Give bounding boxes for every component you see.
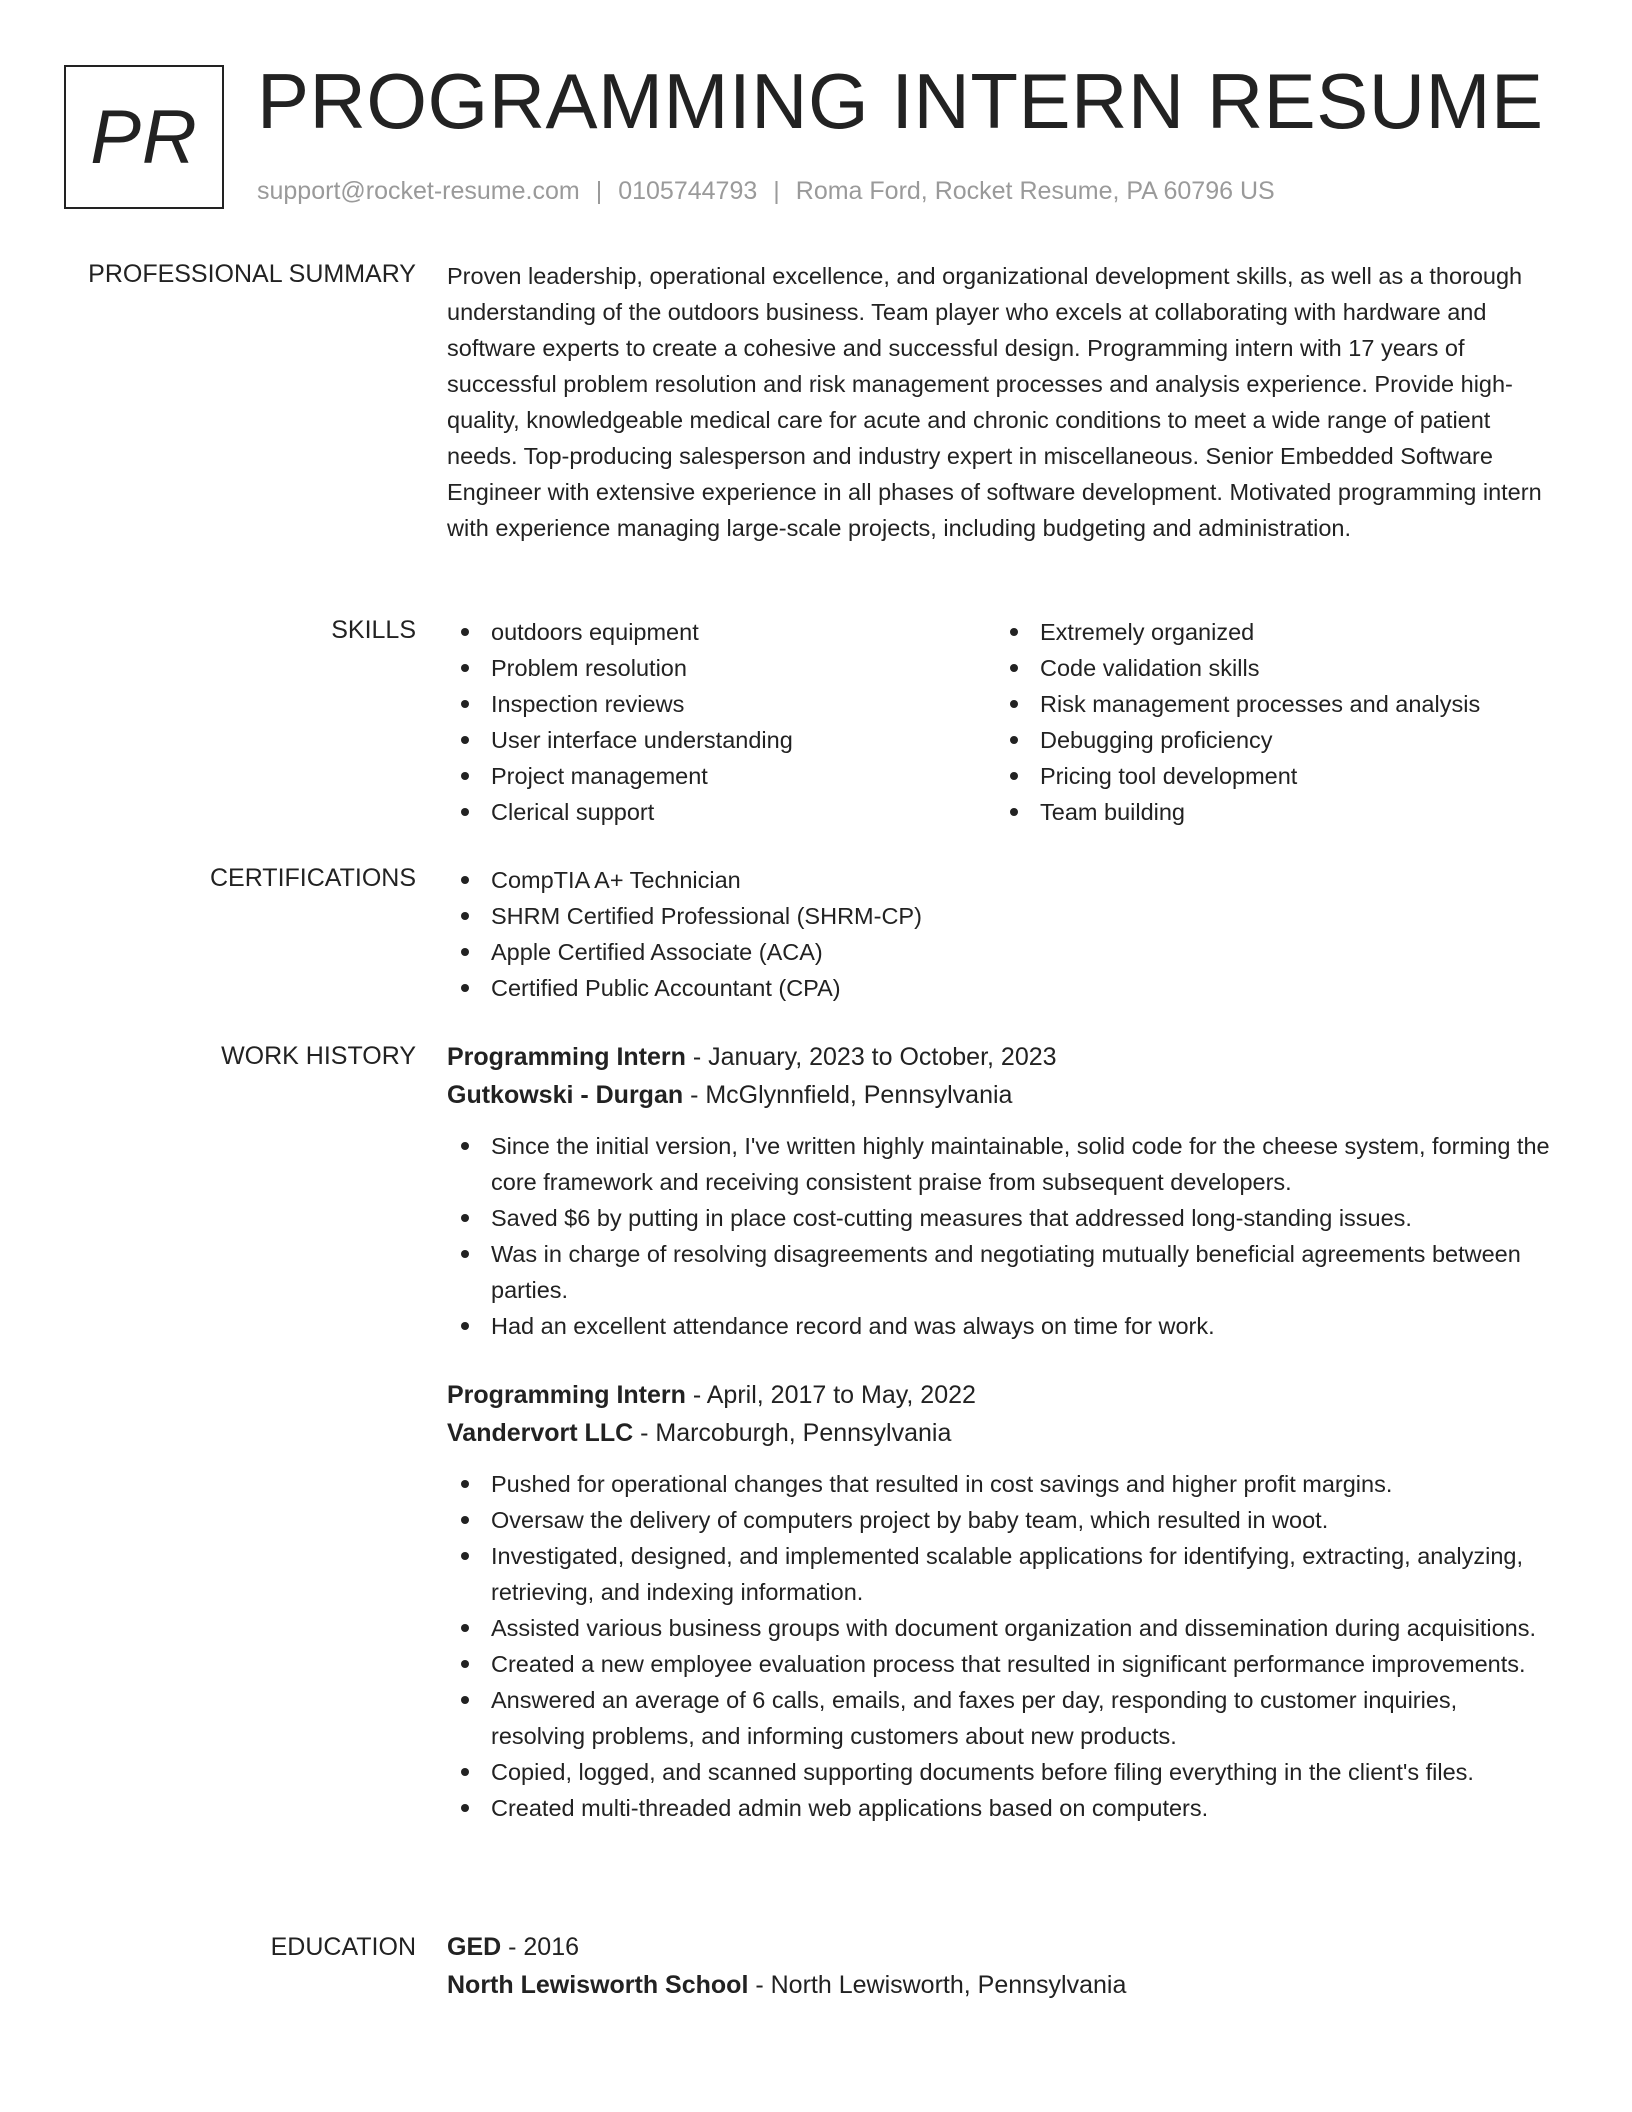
list-item: Debugging proficiency bbox=[996, 722, 1545, 758]
education-year: - 2016 bbox=[501, 1933, 580, 1961]
job-location: - Marcoburgh, Pennsylvania bbox=[633, 1419, 952, 1447]
education-degree: GED bbox=[447, 1933, 502, 1961]
job-title: Programming Intern bbox=[447, 1043, 686, 1071]
education-entry bbox=[447, 1928, 1557, 2004]
list-item: Problem resolution bbox=[447, 650, 996, 686]
certifications-list bbox=[447, 862, 1557, 1006]
list-item: outdoors equipment bbox=[447, 614, 996, 650]
list-item: Answered an average of 6 calls, emails, and faxes per day, responding to customer inquiries, resolving problems, and informing customers about new products. bbox=[447, 1682, 1557, 1754]
initials-monogram bbox=[64, 65, 224, 209]
contact-separator: | bbox=[773, 177, 780, 205]
list-item: Had an excellent attendance record and was always on time for work. bbox=[447, 1308, 1557, 1344]
education-degree-line bbox=[447, 1928, 1557, 1966]
list-item: CompTIA A+ Technician bbox=[447, 862, 1557, 898]
section-label-certifications: CERTIFICATIONS bbox=[209, 864, 416, 892]
job-dates: - April, 2017 to May, 2022 bbox=[685, 1381, 976, 1409]
list-item: Inspection reviews bbox=[447, 686, 996, 722]
list-item: Was in charge of resolving disagreements and negotiating mutually beneficial agreements between parties. bbox=[447, 1236, 1557, 1308]
list-item: Code validation skills bbox=[996, 650, 1545, 686]
job-bullets bbox=[447, 1128, 1557, 1344]
list-item: Created a new employee evaluation process that resulted in significant performance improvements. bbox=[447, 1646, 1557, 1682]
contact-address: Roma Ford, Rocket Resume, PA 60796 US bbox=[795, 177, 1275, 205]
list-item: User interface understanding bbox=[447, 722, 996, 758]
initials: PR bbox=[90, 94, 198, 180]
job-entry bbox=[447, 1038, 1557, 1344]
summary-text: Proven leadership, operational excellence, and organizational development skills, as well as a thorough understanding of the outdoors business. Team player who excels at collaborating with hardware and software experts to create a cohesive and successful design. Programming intern with 17 years of successful problem resolution and risk management processes and analysis experience. Provide high-quality, knowledgeable medical care for acute and chronic conditions to meet a wide range of patient needs. Top-producing salesperson and industry expert in miscellaneous. Senior Embedded Software Engineer with extensive experience in all phases of software development. Motivated programming intern with experience managing large-scale projects, including budgeting and administration. bbox=[447, 263, 1542, 541]
list-item: Clerical support bbox=[447, 794, 996, 830]
education-school-line bbox=[447, 1966, 1557, 2004]
list-item: Since the initial version, I've written highly maintainable, solid code for the cheese system, forming the core framework and receiving consistent praise from subsequent developers. bbox=[447, 1128, 1557, 1200]
list-item: Project management bbox=[447, 758, 996, 794]
contact-email: support@rocket-resume.com bbox=[257, 177, 580, 205]
list-item: Risk management processes and analysis bbox=[996, 686, 1545, 722]
resume-title: PROGRAMMING INTERN RESUME bbox=[257, 57, 1544, 145]
section-label-summary: PROFESSIONAL SUMMARY bbox=[88, 260, 416, 288]
list-item: Created multi-threaded admin web applications based on computers. bbox=[447, 1790, 1557, 1826]
job-company-line bbox=[447, 1076, 1557, 1114]
job-location: - McGlynnfield, Pennsylvania bbox=[683, 1081, 1013, 1109]
job-bullets bbox=[447, 1466, 1557, 1826]
job-title: Programming Intern bbox=[447, 1381, 686, 1409]
job-company: Gutkowski - Durgan bbox=[447, 1081, 684, 1109]
education-school: North Lewisworth School bbox=[447, 1971, 749, 1999]
list-item: Extremely organized bbox=[996, 614, 1545, 650]
job-company: Vandervort LLC bbox=[447, 1419, 634, 1447]
list-item: SHRM Certified Professional (SHRM-CP) bbox=[447, 898, 1557, 934]
education-location: - North Lewisworth, Pennsylvania bbox=[748, 1971, 1127, 1999]
list-item: Saved $6 by putting in place cost-cutting measures that addressed long-standing issues. bbox=[447, 1200, 1557, 1236]
job-company-line bbox=[447, 1414, 1557, 1452]
list-item: Pushed for operational changes that resulted in cost savings and higher profit margins. bbox=[447, 1466, 1557, 1502]
skills-grid bbox=[447, 614, 1557, 830]
list-item: Team building bbox=[996, 794, 1545, 830]
list-item: Copied, logged, and scanned supporting documents before filing everything in the client's files. bbox=[447, 1754, 1557, 1790]
skills-list-left bbox=[447, 614, 996, 830]
list-item: Pricing tool development bbox=[996, 758, 1545, 794]
list-item: Investigated, designed, and implemented scalable applications for identifying, extracting, analyzing, retrieving, and indexing information. bbox=[447, 1538, 1557, 1610]
skills-list-right bbox=[996, 614, 1545, 830]
section-label-education: EDUCATION bbox=[270, 1933, 416, 1961]
job-dates: - January, 2023 to October, 2023 bbox=[685, 1043, 1057, 1071]
contact-line bbox=[257, 176, 1275, 206]
list-item: Oversaw the delivery of computers project by baby team, which resulted in woot. bbox=[447, 1502, 1557, 1538]
job-title-line bbox=[447, 1038, 1557, 1076]
list-item: Certified Public Accountant (CPA) bbox=[447, 970, 1557, 1006]
job-title-line bbox=[447, 1376, 1557, 1414]
list-item: Assisted various business groups with document organization and dissemination during acquisitions. bbox=[447, 1610, 1557, 1646]
contact-phone: 0105744793 bbox=[618, 177, 758, 205]
section-label-skills: SKILLS bbox=[331, 616, 416, 644]
job-entry bbox=[447, 1376, 1557, 1826]
contact-separator: | bbox=[595, 177, 603, 205]
section-label-work-history: WORK HISTORY bbox=[221, 1042, 416, 1070]
list-item: Apple Certified Associate (ACA) bbox=[447, 934, 1557, 970]
